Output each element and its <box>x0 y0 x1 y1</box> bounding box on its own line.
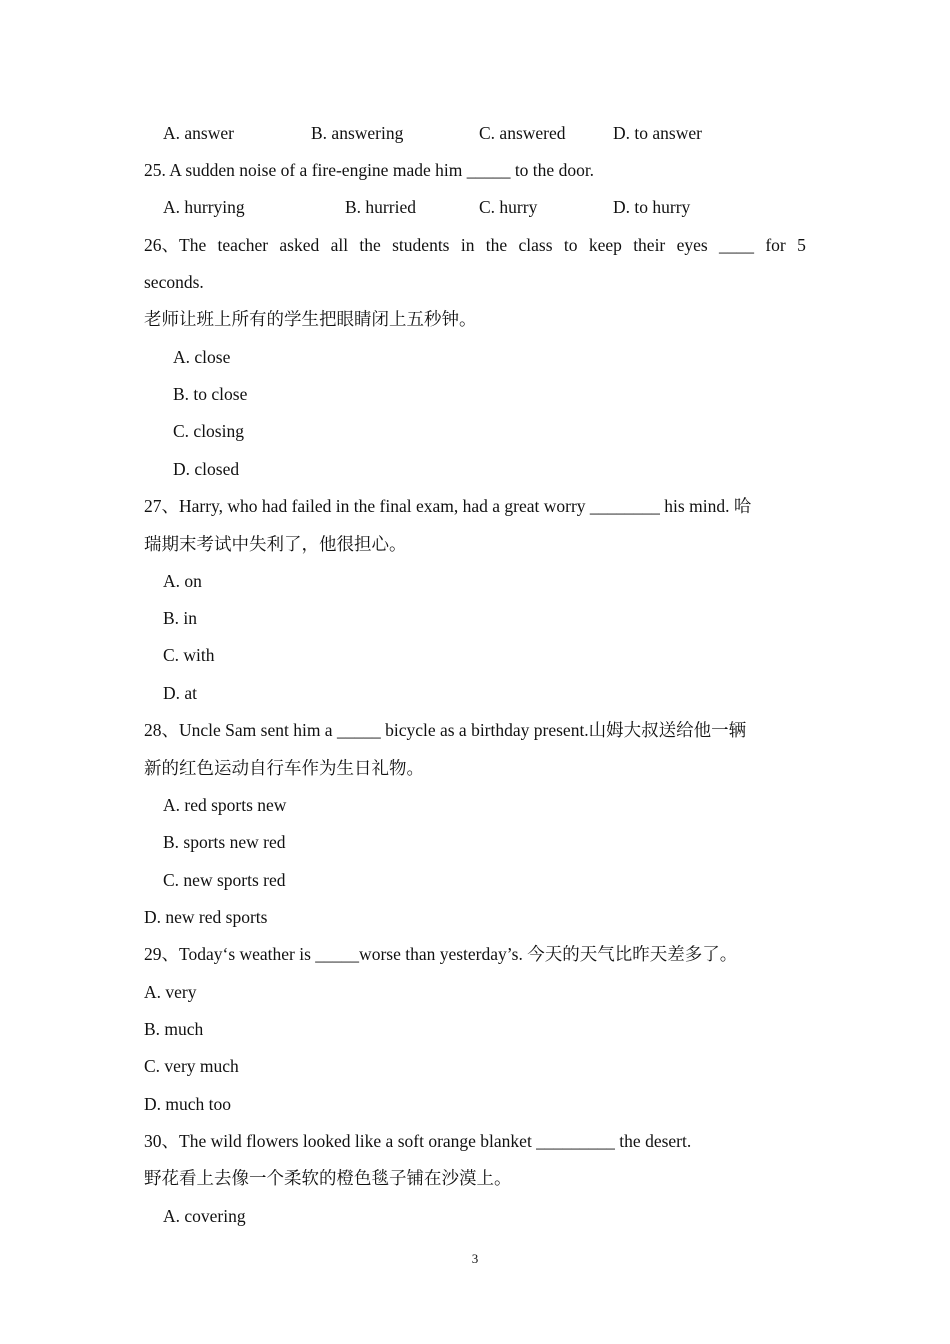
q26-word: to <box>563 235 578 255</box>
q26-word: keep <box>588 235 622 255</box>
q27-option-c: C. with <box>163 645 215 665</box>
q26-word: 26、The <box>144 235 207 255</box>
q26-word: 5 <box>797 235 806 255</box>
q28-option-a: A. red sports new <box>163 795 287 815</box>
q29-option-b: B. much <box>144 1019 204 1039</box>
q28-option-d: D. new red sports <box>144 907 268 927</box>
q27-question: 27、Harry, who had failed in the final exam, had a great worry ________ his mind. 哈 <box>144 496 752 516</box>
q29-option-c: C. very much <box>144 1056 239 1076</box>
q25-option-a: A. hurrying <box>163 197 245 217</box>
q26-word: the <box>485 235 508 255</box>
q26-word: eyes <box>676 235 708 255</box>
q28-question: 28、Uncle Sam sent him a _____ bicycle as a birthday present.山姆大叔送给他一辆 <box>144 720 747 740</box>
q28-translation: 新的红色运动自行车作为生日礼物。 <box>144 758 424 778</box>
q29-question: 29、Today‘s weather is _____worse than yesterday’s. 今天的天气比昨天差多了。 <box>144 944 738 964</box>
q25-option-b: B. hurried <box>345 197 416 217</box>
q26-word: class <box>518 235 553 255</box>
q30-translation: 野花看上去像一个柔软的橙色毯子铺在沙漠上。 <box>144 1168 512 1188</box>
q26-option-c: C. closing <box>173 421 244 441</box>
q25-option-d: D. to hurry <box>613 197 691 217</box>
q26-word: in <box>460 235 475 255</box>
q28-option-b: B. sports new red <box>163 832 286 852</box>
q26-blank: ____ <box>719 235 755 255</box>
q27-option-a: A. on <box>163 571 202 591</box>
q26-word: the <box>359 235 381 255</box>
q24-option-a: A. answer <box>163 123 234 143</box>
q26-word: their <box>633 235 666 255</box>
q28-option-c: C. new sports red <box>163 870 286 890</box>
q24-option-c: C. answered <box>479 123 566 143</box>
q26-option-b: B. to close <box>173 384 248 404</box>
q30-question: 30、The wild flowers looked like a soft orange blanket _________ the desert. <box>144 1131 692 1151</box>
q26-word: for <box>765 235 786 255</box>
q29-option-a: A. very <box>144 982 197 1002</box>
q25-question: 25. A sudden noise of a fire-engine made him _____ to the door. <box>144 160 595 180</box>
q26-question-line <box>144 234 806 256</box>
q26-translation: 老师让班上所有的学生把眼睛闭上五秒钟。 <box>144 309 477 329</box>
q25-option-c: C. hurry <box>479 197 538 217</box>
q30-option-a: A. covering <box>163 1206 246 1226</box>
q24-option-b: B. answering <box>311 123 404 143</box>
q29-option-d: D. much too <box>144 1094 232 1114</box>
q26-word: asked <box>279 235 320 255</box>
q26-option-d: D. closed <box>173 459 240 479</box>
q26-word: teacher <box>217 235 269 255</box>
q27-option-b: B. in <box>163 608 198 628</box>
q26-question-end: seconds. <box>144 272 204 292</box>
q26-word: all <box>330 235 349 255</box>
q26-option-a: A. close <box>173 347 231 367</box>
q24-option-d: D. to answer <box>613 123 702 143</box>
page-number: 3 <box>471 1251 479 1266</box>
q26-word: students <box>392 235 450 255</box>
q27-translation: 瑞期末考试中失利了，他很担心。 <box>144 534 407 554</box>
q27-option-d: D. at <box>163 683 198 703</box>
